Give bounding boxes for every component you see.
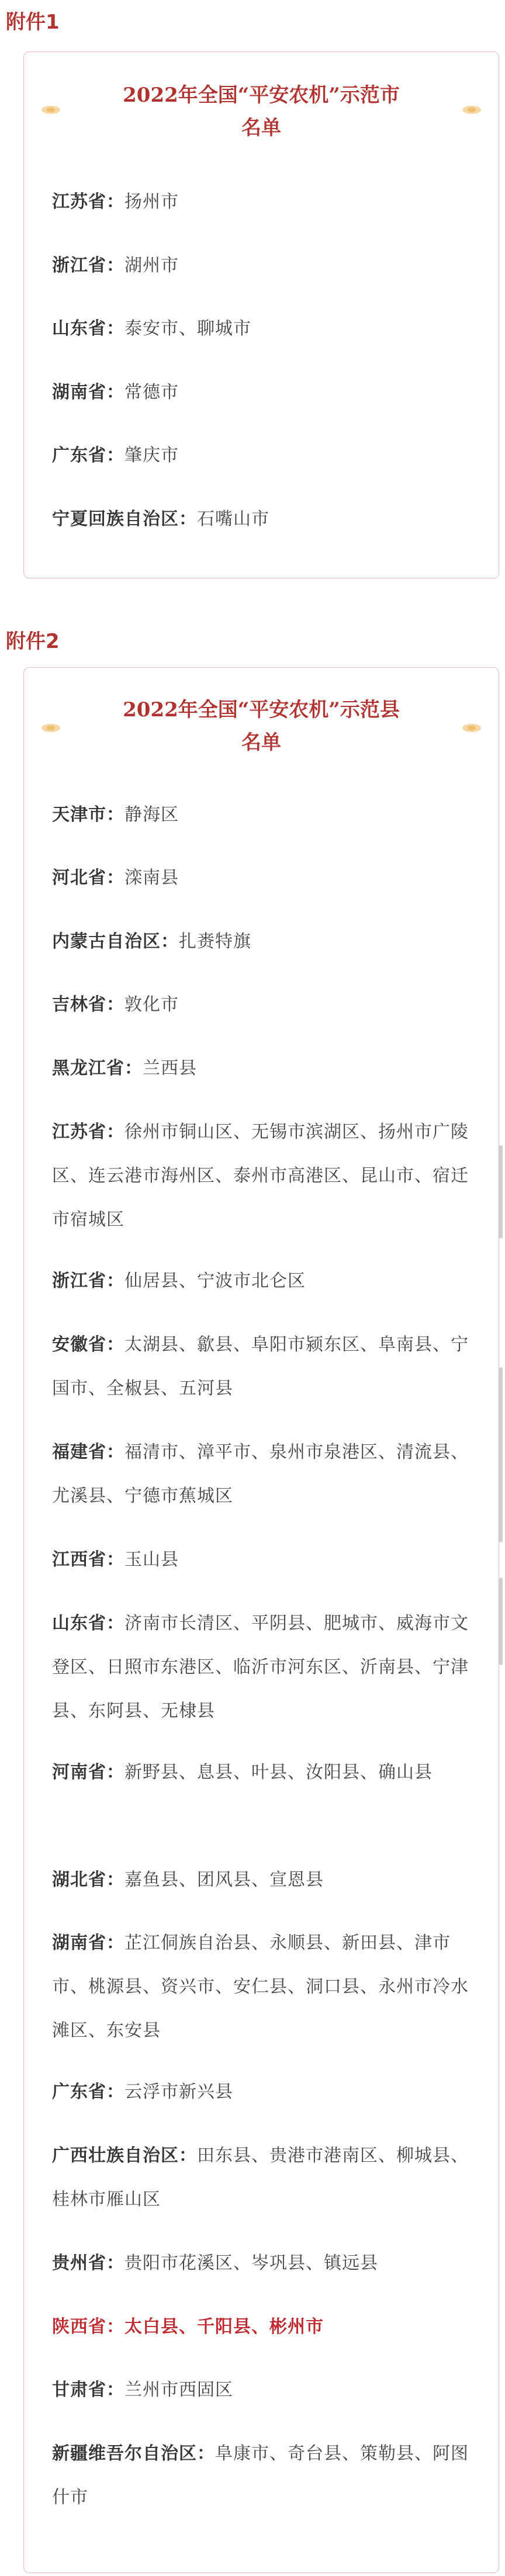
list-item — [52, 1430, 471, 1518]
list-item — [52, 307, 471, 351]
city-list: 湖州市 — [124, 255, 179, 276]
city-list: 扬州市 — [124, 192, 179, 212]
province-label: 山东省： — [52, 318, 124, 339]
province-label: 广东省： — [52, 2082, 124, 2102]
annex2-title-line1: 2022年全国“平安农机”示范县 — [123, 698, 400, 722]
province-label: 湖南省： — [52, 382, 124, 403]
county-list: 兰州市西固区 — [124, 2380, 233, 2400]
county-list: 敦化市 — [124, 994, 179, 1015]
county-list: 田东县、贵港市港南区、柳城县、桂林市雁山区 — [52, 2145, 469, 2210]
list-item — [52, 370, 471, 414]
list-item — [52, 1858, 471, 1902]
province-label: 安徽省： — [52, 1334, 124, 1355]
county-list: 阜康市、奇台县、策勒县、阿图什市 — [52, 2443, 469, 2508]
province-label: 浙江省： — [52, 255, 124, 276]
county-list: 贵阳市花溪区、岑巩县、镇远县 — [124, 2253, 378, 2273]
province-label: 内蒙古自治区： — [52, 931, 179, 952]
annex1-title-line1: 2022年全国“平安农机”示范市 — [123, 84, 400, 107]
ornament-left-icon — [41, 724, 60, 732]
province-label: 江苏省： — [52, 192, 124, 212]
county-list: 徐州市铜山区、无锡市滨湖区、扬州市广陵区、连云港市海州区、泰州市高港区、昆山市、宿迁市宿城区 — [52, 1122, 469, 1230]
county-list: 嘉鱼县、团风县、宣恩县 — [124, 1870, 324, 1890]
list-item — [52, 1538, 471, 1582]
county-list: 福清市、漳平市、泉州市泉港区、清流县、尤溪县、宁德市蕉城区 — [52, 1442, 469, 1506]
province-label: 吉林省： — [52, 994, 124, 1015]
scrollbar-thumb[interactable] — [499, 1367, 503, 1542]
list-item — [52, 793, 471, 837]
county-list: 滦南县 — [124, 868, 179, 888]
county-list: 仙居县、宁波市北仑区 — [124, 1271, 306, 1291]
county-list: 太湖县、歙县、阜阳市颍东区、阜南县、宁国市、全椒县、五河县 — [52, 1334, 469, 1399]
province-label: 河北省： — [52, 868, 124, 888]
list-item — [52, 856, 471, 900]
province-label: 广西壮族自治区： — [52, 2145, 197, 2166]
annex2-card — [23, 667, 499, 2573]
list-item — [52, 983, 471, 1027]
province-label: 广东省： — [52, 445, 124, 466]
ornament-left-icon — [41, 106, 60, 114]
list-item — [52, 244, 471, 287]
province-label: 湖南省： — [52, 1933, 124, 1953]
city-list: 肇庆市 — [124, 445, 179, 466]
city-list: 石嘴山市 — [197, 509, 269, 529]
province-label: 江苏省： — [52, 1122, 124, 1142]
list-item — [52, 1110, 471, 1242]
county-list: 扎赉特旗 — [179, 931, 251, 952]
annex1-title-line2: 名单 — [241, 116, 281, 140]
county-list: 静海区 — [124, 805, 179, 825]
province-label: 福建省： — [52, 1442, 124, 1462]
county-list: 新野县、息县、叶县、汝阳县、确山县 — [124, 1762, 433, 1783]
province-label: 天津市： — [52, 805, 124, 825]
county-list: 芷江侗族自治县、永顺县、新田县、津市市、桃源县、资兴市、安仁县、洞口县、永州市冷水滩区、东安县 — [52, 1933, 469, 2041]
list-item — [52, 1046, 471, 1090]
list-item — [52, 497, 471, 541]
province-label: 江西省： — [52, 1549, 124, 1570]
list-item — [52, 180, 471, 224]
province-label: 甘肃省： — [52, 2380, 124, 2400]
list-item — [52, 2368, 471, 2412]
province-label: 贵州省： — [52, 2253, 124, 2273]
list-item — [52, 1921, 471, 2053]
list-item — [52, 1601, 471, 1733]
ornament-right-icon — [462, 724, 481, 732]
list-item — [52, 1750, 471, 1794]
county-list: 太白县、千阳县、彬州市 — [124, 2317, 324, 2337]
list-item — [52, 2070, 471, 2114]
list-item — [52, 2134, 471, 2221]
scrollbar-thumb[interactable] — [499, 1578, 503, 1665]
list-item — [52, 1259, 471, 1303]
annex1-card — [23, 51, 499, 578]
annex2-label: 附件2 — [6, 630, 60, 653]
annex1-label: 附件1 — [6, 11, 60, 34]
province-label: 湖北省： — [52, 1870, 124, 1890]
city-list: 泰安市、聊城市 — [124, 318, 251, 339]
list-item — [52, 2432, 471, 2519]
list-item — [52, 2241, 471, 2285]
county-list: 兰西县 — [143, 1058, 197, 1079]
province-label: 河南省： — [52, 1762, 124, 1783]
province-label: 山东省： — [52, 1613, 124, 1634]
annex2-title-line2: 名单 — [241, 731, 281, 754]
county-list: 济南市长清区、平阴县、肥城市、威海市文登区、日照市东港区、临沂市河东区、沂南县、宁津县、东阿县、无棣县 — [52, 1613, 469, 1721]
list-item-highlighted — [52, 2305, 471, 2349]
scrollbar-thumb[interactable] — [499, 1145, 503, 1239]
province-label: 新疆维吾尔自治区： — [52, 2443, 215, 2464]
province-label: 浙江省： — [52, 1271, 124, 1291]
province-label: 黑龙江省： — [52, 1058, 143, 1079]
ornament-right-icon — [462, 106, 481, 114]
county-list: 玉山县 — [124, 1549, 179, 1570]
list-item — [52, 920, 471, 963]
list-item — [52, 1323, 471, 1410]
city-list: 常德市 — [124, 382, 179, 403]
county-list: 云浮市新兴县 — [124, 2082, 233, 2102]
province-label: 宁夏回族自治区： — [52, 509, 197, 529]
province-label: 陕西省： — [52, 2317, 124, 2337]
list-item — [52, 434, 471, 477]
